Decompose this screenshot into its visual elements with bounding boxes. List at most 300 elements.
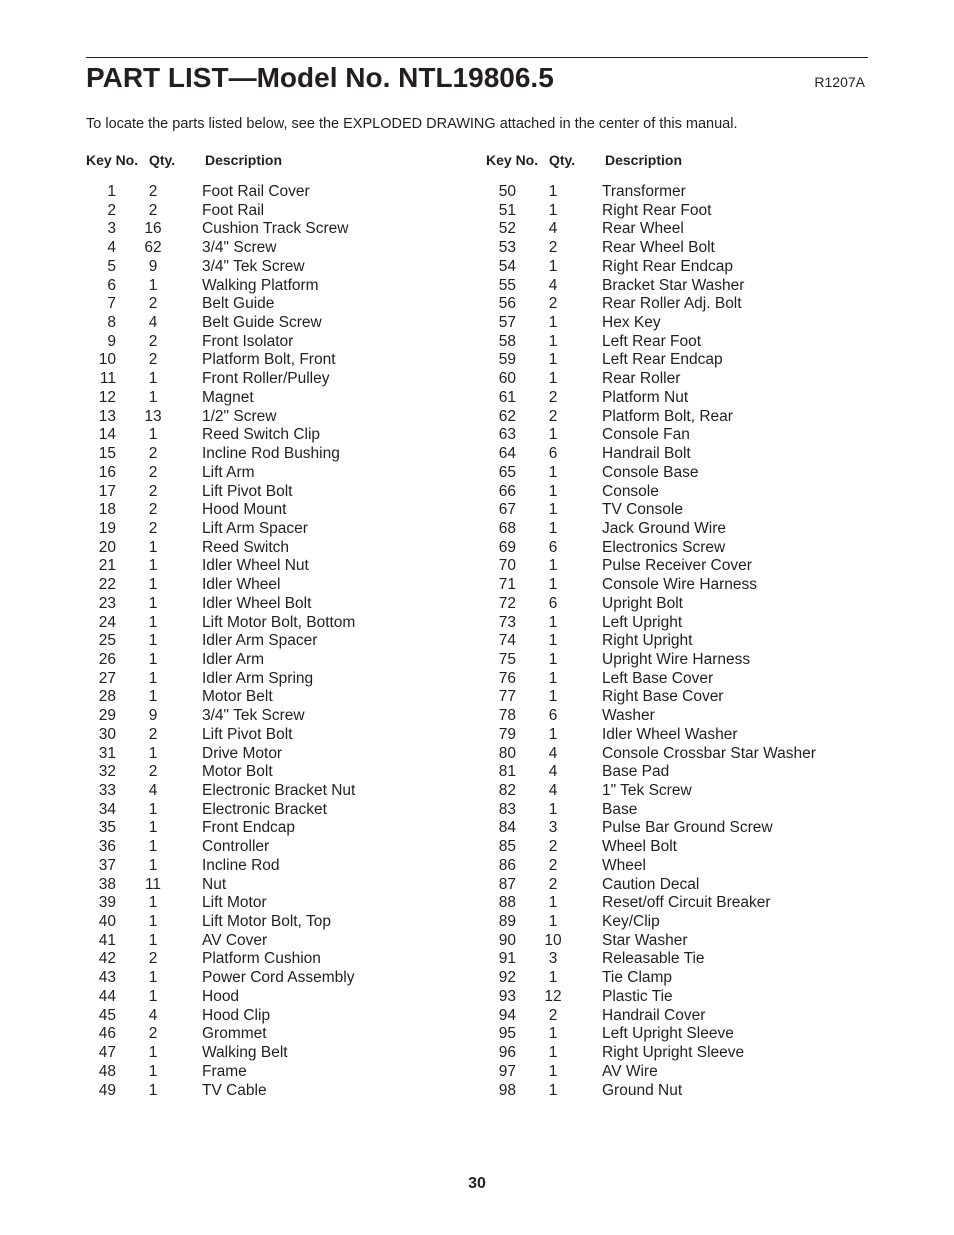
parts-list-right bbox=[486, 183, 886, 1100]
table-row bbox=[86, 1007, 486, 1026]
part-description: Cushion Track Screw bbox=[202, 220, 349, 238]
part-quantity: 2 bbox=[148, 183, 158, 200]
part-quantity: 1 bbox=[148, 370, 158, 388]
part-description: Incline Rod bbox=[202, 856, 280, 874]
part-key-number: 62 bbox=[498, 407, 516, 425]
part-description: Console bbox=[602, 482, 659, 500]
part-description: Transformer bbox=[602, 183, 686, 200]
part-quantity: 2 bbox=[548, 388, 558, 406]
part-quantity: 3 bbox=[548, 819, 558, 837]
part-key-number: 52 bbox=[498, 220, 516, 238]
part-key-number: 30 bbox=[98, 725, 116, 743]
part-description: Star Washer bbox=[602, 931, 688, 949]
part-quantity: 1 bbox=[148, 969, 158, 987]
part-quantity: 1 bbox=[548, 650, 558, 668]
part-quantity: 1 bbox=[548, 1081, 558, 1099]
part-description: Foot Rail Cover bbox=[202, 183, 310, 200]
part-description: Base bbox=[602, 800, 638, 818]
part-description: 1" Tek Screw bbox=[602, 782, 692, 799]
part-description: Console Wire Harness bbox=[602, 576, 758, 594]
part-key-number: 16 bbox=[98, 463, 116, 481]
table-row bbox=[86, 370, 486, 389]
table-row bbox=[486, 483, 886, 502]
part-quantity: 2 bbox=[148, 501, 158, 519]
part-quantity: 2 bbox=[148, 519, 158, 537]
part-key-number: 44 bbox=[98, 987, 116, 1005]
part-description: Idler Arm bbox=[202, 650, 265, 668]
table-row bbox=[486, 370, 886, 389]
table-row bbox=[486, 988, 886, 1007]
part-key-number: 28 bbox=[98, 688, 116, 706]
part-key-number: 31 bbox=[98, 744, 116, 762]
table-row bbox=[486, 333, 886, 352]
part-description: Drive Motor bbox=[202, 744, 283, 762]
table-row bbox=[486, 894, 886, 913]
part-key-number: 11 bbox=[99, 370, 116, 388]
part-quantity: 1 bbox=[148, 538, 158, 556]
part-description: Tie Clamp bbox=[602, 969, 673, 987]
top-rule bbox=[86, 57, 868, 58]
part-description: Hood Mount bbox=[202, 501, 287, 519]
part-quantity: 1 bbox=[548, 1062, 558, 1080]
part-quantity: 1 bbox=[548, 1025, 558, 1043]
part-quantity: 62 bbox=[144, 239, 162, 257]
part-quantity: 2 bbox=[548, 856, 558, 874]
table-row bbox=[86, 501, 486, 520]
part-key-number: 27 bbox=[98, 669, 116, 687]
part-key-number: 82 bbox=[498, 782, 516, 799]
page-number: 30 bbox=[468, 1175, 486, 1192]
part-description: Pulse Bar Ground Screw bbox=[602, 819, 773, 837]
part-description: Motor Belt bbox=[202, 688, 273, 706]
part-description: Wheel bbox=[602, 856, 646, 874]
table-row bbox=[486, 763, 886, 782]
part-key-number: 18 bbox=[98, 501, 116, 519]
part-key-number: 13 bbox=[98, 407, 116, 425]
table-row bbox=[86, 726, 486, 745]
table-row bbox=[486, 801, 886, 820]
part-description: Console Base bbox=[602, 463, 699, 481]
part-quantity: 16 bbox=[144, 220, 162, 238]
table-row bbox=[86, 389, 486, 408]
part-quantity: 1 bbox=[548, 913, 558, 931]
part-description: Incline Rod Bushing bbox=[202, 445, 340, 463]
table-row bbox=[86, 258, 486, 277]
part-key-number: 46 bbox=[98, 1025, 116, 1043]
part-quantity: 2 bbox=[148, 763, 158, 781]
part-key-number: 60 bbox=[498, 370, 516, 388]
part-quantity: 4 bbox=[548, 276, 558, 294]
table-row bbox=[486, 1063, 886, 1082]
part-key-number: 12 bbox=[98, 388, 116, 406]
part-description: Jack Ground Wire bbox=[602, 519, 727, 537]
part-key-number: 50 bbox=[498, 183, 516, 200]
part-key-number: 33 bbox=[98, 782, 116, 799]
table-row bbox=[86, 688, 486, 707]
part-description: 3/4" Tek Screw bbox=[202, 707, 305, 725]
table-row bbox=[86, 763, 486, 782]
part-quantity: 4 bbox=[548, 763, 558, 781]
part-quantity: 1 bbox=[548, 501, 558, 519]
part-quantity: 4 bbox=[148, 1006, 158, 1024]
part-key-number: 63 bbox=[498, 426, 516, 444]
part-description: Lift Motor bbox=[202, 894, 267, 912]
part-description: Idler Wheel Nut bbox=[202, 557, 309, 575]
table-row bbox=[486, 1082, 886, 1101]
table-row bbox=[86, 838, 486, 857]
part-description: Electronic Bracket Nut bbox=[202, 782, 356, 799]
table-row bbox=[86, 408, 486, 427]
table-row bbox=[486, 1044, 886, 1063]
part-quantity: 1 bbox=[148, 669, 158, 687]
part-quantity: 1 bbox=[148, 1081, 158, 1099]
part-quantity: 1 bbox=[548, 800, 558, 818]
part-description: Right Rear Foot bbox=[602, 201, 712, 219]
part-key-number: 67 bbox=[498, 501, 516, 519]
table-row bbox=[486, 819, 886, 838]
table-row bbox=[486, 632, 886, 651]
part-key-number: 53 bbox=[498, 239, 516, 257]
part-description: Releasable Tie bbox=[602, 950, 705, 968]
table-row bbox=[486, 595, 886, 614]
part-description: Front Roller/Pulley bbox=[202, 370, 330, 388]
part-quantity: 2 bbox=[148, 1025, 158, 1043]
part-key-number: 84 bbox=[498, 819, 516, 837]
part-description: Nut bbox=[202, 875, 227, 893]
part-key-number: 65 bbox=[498, 463, 516, 481]
column-header-qty: Qty. bbox=[549, 152, 576, 168]
part-description: Power Cord Assembly bbox=[202, 969, 355, 987]
part-description: Caution Decal bbox=[602, 875, 700, 893]
part-quantity: 1 bbox=[548, 613, 558, 631]
part-description: Grommet bbox=[202, 1025, 267, 1043]
intro-text: To locate the parts listed below, see the EXPLODED DRAWING attached in the center of this manual. bbox=[86, 116, 738, 132]
part-key-number: 58 bbox=[498, 332, 516, 350]
part-quantity: 1 bbox=[548, 482, 558, 500]
part-key-number: 14 bbox=[98, 426, 116, 444]
part-key-number: 9 bbox=[107, 332, 116, 350]
part-description: Left Base Cover bbox=[602, 669, 714, 687]
table-row bbox=[486, 969, 886, 988]
table-row bbox=[86, 333, 486, 352]
part-key-number: 92 bbox=[498, 969, 516, 987]
part-key-number: 34 bbox=[98, 800, 116, 818]
part-quantity: 6 bbox=[548, 445, 558, 463]
table-row bbox=[86, 445, 486, 464]
part-description: Platform Cushion bbox=[202, 950, 321, 968]
part-key-number: 2 bbox=[107, 201, 116, 219]
part-quantity: 2 bbox=[148, 295, 158, 313]
part-quantity: 4 bbox=[148, 314, 158, 332]
part-description: Washer bbox=[602, 707, 655, 725]
table-row bbox=[486, 857, 886, 876]
part-quantity: 1 bbox=[148, 987, 158, 1005]
part-quantity: 1 bbox=[548, 688, 558, 706]
part-key-number: 43 bbox=[98, 969, 116, 987]
part-quantity: 1 bbox=[548, 632, 558, 650]
table-row bbox=[486, 277, 886, 296]
part-key-number: 71 bbox=[498, 576, 516, 594]
table-row bbox=[486, 520, 886, 539]
part-description: Upright Bolt bbox=[602, 594, 683, 612]
part-quantity: 6 bbox=[548, 707, 558, 725]
table-row bbox=[486, 351, 886, 370]
part-quantity: 1 bbox=[548, 332, 558, 350]
part-quantity: 13 bbox=[144, 407, 162, 425]
table-row bbox=[86, 202, 486, 221]
table-row bbox=[486, 745, 886, 764]
table-row bbox=[486, 557, 886, 576]
part-key-number: 45 bbox=[98, 1006, 116, 1024]
part-key-number: 35 bbox=[98, 819, 116, 837]
part-quantity: 4 bbox=[548, 744, 558, 762]
part-key-number: 23 bbox=[98, 594, 116, 612]
part-description: Right Base Cover bbox=[602, 688, 724, 706]
part-key-number: 19 bbox=[98, 519, 116, 537]
part-key-number: 57 bbox=[498, 314, 516, 332]
part-key-number: 51 bbox=[498, 201, 516, 219]
part-description: TV Console bbox=[602, 501, 683, 519]
part-description: Left Rear Foot bbox=[602, 332, 702, 350]
part-description: Rear Roller Adj. Bolt bbox=[602, 295, 742, 313]
part-quantity: 2 bbox=[548, 875, 558, 893]
part-key-number: 37 bbox=[98, 856, 116, 874]
part-quantity: 1 bbox=[548, 314, 558, 332]
part-description: Idler Arm Spacer bbox=[202, 632, 318, 650]
table-row bbox=[86, 988, 486, 1007]
part-quantity: 1 bbox=[148, 894, 158, 912]
part-quantity: 1 bbox=[148, 632, 158, 650]
table-row bbox=[486, 1007, 886, 1026]
table-row bbox=[486, 726, 886, 745]
part-key-number: 83 bbox=[498, 800, 516, 818]
part-quantity: 1 bbox=[148, 819, 158, 837]
part-description: 3/4" Screw bbox=[202, 239, 277, 257]
part-quantity: 1 bbox=[148, 388, 158, 406]
part-description: Handrail Cover bbox=[602, 1006, 706, 1024]
table-row bbox=[86, 539, 486, 558]
part-description: Lift Motor Bolt, Top bbox=[202, 913, 331, 931]
part-quantity: 2 bbox=[148, 725, 158, 743]
part-description: Rear Wheel Bolt bbox=[602, 239, 715, 257]
part-key-number: 55 bbox=[498, 276, 516, 294]
part-key-number: 75 bbox=[498, 650, 516, 668]
part-key-number: 25 bbox=[98, 632, 116, 650]
part-key-number: 80 bbox=[498, 744, 516, 762]
part-key-number: 79 bbox=[498, 725, 516, 743]
part-description: Belt Guide bbox=[202, 295, 275, 313]
part-key-number: 21 bbox=[98, 557, 116, 575]
part-description: Motor Bolt bbox=[202, 763, 273, 781]
part-key-number: 5 bbox=[107, 257, 116, 275]
part-description: Handrail Bolt bbox=[602, 445, 691, 463]
part-description: Idler Wheel Washer bbox=[602, 725, 738, 743]
table-row bbox=[86, 220, 486, 239]
part-key-number: 36 bbox=[98, 838, 116, 856]
table-row bbox=[486, 258, 886, 277]
part-description: Electronic Bracket bbox=[202, 800, 327, 818]
table-row bbox=[486, 239, 886, 258]
part-description: Lift Pivot Bolt bbox=[202, 482, 293, 500]
part-key-number: 96 bbox=[498, 1044, 516, 1062]
part-key-number: 72 bbox=[498, 594, 516, 612]
table-row bbox=[486, 913, 886, 932]
column-header-key: Key No. bbox=[86, 152, 139, 168]
part-key-number: 49 bbox=[98, 1081, 116, 1099]
table-row bbox=[86, 483, 486, 502]
part-quantity: 2 bbox=[148, 201, 158, 219]
part-key-number: 56 bbox=[498, 295, 516, 313]
part-description: Lift Motor Bolt, Bottom bbox=[202, 613, 356, 631]
table-row bbox=[486, 295, 886, 314]
part-description: Front Endcap bbox=[202, 819, 296, 837]
part-key-number: 78 bbox=[498, 707, 516, 725]
part-quantity: 1 bbox=[548, 351, 558, 369]
part-description: Platform Bolt, Rear bbox=[602, 407, 733, 425]
table-row bbox=[86, 950, 486, 969]
part-quantity: 1 bbox=[548, 426, 558, 444]
part-description: Idler Wheel Bolt bbox=[202, 594, 312, 612]
part-quantity: 1 bbox=[548, 669, 558, 687]
part-quantity: 1 bbox=[148, 557, 158, 575]
part-key-number: 90 bbox=[498, 931, 516, 949]
part-quantity: 1 bbox=[148, 576, 158, 594]
part-description: Platform Bolt, Front bbox=[202, 351, 336, 369]
part-quantity: 4 bbox=[548, 220, 558, 238]
table-row bbox=[86, 576, 486, 595]
part-key-number: 91 bbox=[498, 950, 516, 968]
part-key-number: 54 bbox=[498, 257, 516, 275]
part-quantity: 1 bbox=[548, 257, 558, 275]
part-quantity: 1 bbox=[148, 688, 158, 706]
part-key-number: 98 bbox=[498, 1081, 516, 1099]
part-key-number: 93 bbox=[498, 987, 516, 1005]
part-key-number: 89 bbox=[498, 913, 516, 931]
part-quantity: 2 bbox=[148, 482, 158, 500]
part-key-number: 64 bbox=[498, 445, 516, 463]
part-quantity: 1 bbox=[148, 838, 158, 856]
part-quantity: 2 bbox=[548, 295, 558, 313]
part-description: Bracket Star Washer bbox=[602, 276, 745, 294]
table-row bbox=[486, 314, 886, 333]
part-quantity: 6 bbox=[548, 594, 558, 612]
part-description: Front Isolator bbox=[202, 332, 294, 350]
part-key-number: 86 bbox=[498, 856, 516, 874]
part-key-number: 7 bbox=[107, 295, 116, 313]
part-quantity: 2 bbox=[148, 445, 158, 463]
part-description: Base Pad bbox=[602, 763, 670, 781]
table-row bbox=[486, 183, 886, 202]
part-quantity: 1 bbox=[548, 183, 558, 200]
part-key-number: 40 bbox=[98, 913, 116, 931]
table-row bbox=[86, 464, 486, 483]
table-row bbox=[486, 539, 886, 558]
part-key-number: 1 bbox=[107, 183, 116, 200]
table-row bbox=[86, 707, 486, 726]
part-description: Reed Switch bbox=[202, 538, 290, 556]
table-row bbox=[86, 651, 486, 670]
part-quantity: 1 bbox=[548, 969, 558, 987]
part-description: 3/4" Tek Screw bbox=[202, 257, 305, 275]
part-description: Right Rear Endcap bbox=[602, 257, 733, 275]
table-row bbox=[486, 408, 886, 427]
part-description: Plastic Tie bbox=[602, 987, 673, 1005]
column-header-key: Key No. bbox=[486, 152, 539, 168]
part-quantity: 1 bbox=[548, 894, 558, 912]
table-row bbox=[86, 314, 486, 333]
part-quantity: 1 bbox=[148, 594, 158, 612]
part-description: AV Cover bbox=[202, 931, 268, 949]
part-key-number: 94 bbox=[498, 1006, 516, 1024]
part-description: Wheel Bolt bbox=[602, 838, 677, 856]
part-key-number: 85 bbox=[498, 838, 516, 856]
part-description: Electronics Screw bbox=[602, 538, 726, 556]
part-key-number: 70 bbox=[498, 557, 516, 575]
table-row bbox=[86, 1044, 486, 1063]
part-description: Rear Roller bbox=[602, 370, 681, 388]
part-key-number: 15 bbox=[98, 445, 116, 463]
part-quantity: 1 bbox=[148, 276, 158, 294]
part-description: 1/2" Screw bbox=[202, 407, 277, 425]
part-quantity: 11 bbox=[144, 875, 162, 893]
part-quantity: 10 bbox=[544, 931, 562, 949]
part-description: Pulse Receiver Cover bbox=[602, 557, 752, 575]
table-row bbox=[86, 819, 486, 838]
table-row bbox=[86, 913, 486, 932]
part-description: Upright Wire Harness bbox=[602, 650, 751, 668]
part-description: Foot Rail bbox=[202, 201, 265, 219]
part-quantity: 2 bbox=[548, 407, 558, 425]
part-description: Idler Wheel bbox=[202, 576, 281, 594]
table-row bbox=[486, 932, 886, 951]
part-quantity: 1 bbox=[148, 931, 158, 949]
part-key-number: 41 bbox=[98, 931, 116, 949]
part-description: Idler Arm Spring bbox=[202, 669, 314, 687]
part-description: Right Upright Sleeve bbox=[602, 1044, 745, 1062]
table-row bbox=[486, 202, 886, 221]
part-key-number: 47 bbox=[98, 1044, 116, 1062]
part-quantity: 2 bbox=[148, 950, 158, 968]
part-quantity: 1 bbox=[148, 613, 158, 631]
table-row bbox=[86, 670, 486, 689]
part-quantity: 1 bbox=[548, 1044, 558, 1062]
revision-code: R1207A bbox=[814, 74, 865, 90]
table-row bbox=[86, 894, 486, 913]
part-quantity: 4 bbox=[548, 782, 558, 799]
part-description: Console Fan bbox=[602, 426, 690, 444]
column-header-qty: Qty. bbox=[149, 152, 176, 168]
part-key-number: 22 bbox=[98, 576, 116, 594]
table-row bbox=[486, 576, 886, 595]
table-row bbox=[86, 614, 486, 633]
part-key-number: 38 bbox=[98, 875, 116, 893]
part-description: TV Cable bbox=[202, 1081, 267, 1099]
part-key-number: 88 bbox=[498, 894, 516, 912]
table-row bbox=[486, 220, 886, 239]
table-row bbox=[86, 277, 486, 296]
part-quantity: 1 bbox=[548, 576, 558, 594]
part-quantity: 1 bbox=[548, 557, 558, 575]
part-quantity: 2 bbox=[548, 239, 558, 257]
part-quantity: 3 bbox=[548, 950, 558, 968]
part-description: Right Upright bbox=[602, 632, 693, 650]
table-row bbox=[486, 426, 886, 445]
table-row bbox=[86, 351, 486, 370]
part-description: Lift Pivot Bolt bbox=[202, 725, 293, 743]
table-row bbox=[486, 1025, 886, 1044]
part-description: Controller bbox=[202, 838, 270, 856]
part-quantity: 1 bbox=[548, 201, 558, 219]
